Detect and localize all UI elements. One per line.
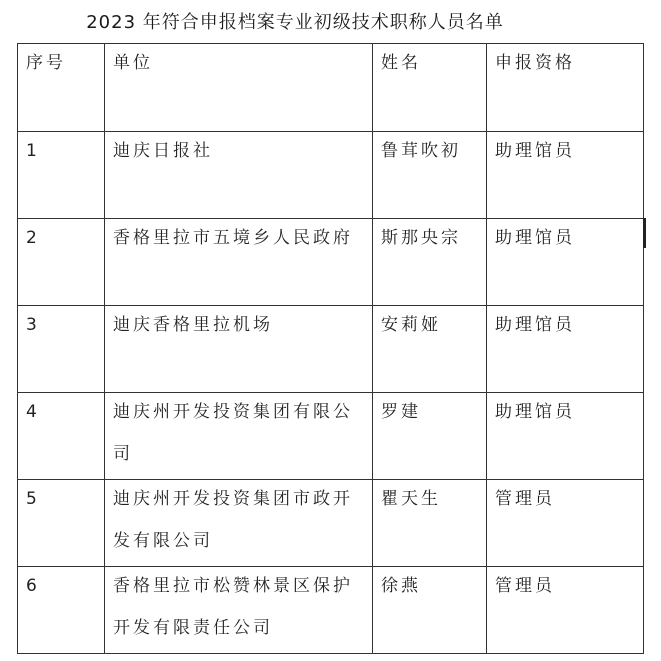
row-name: 安莉娅 <box>373 306 487 393</box>
row-name: 瞿天生 <box>373 480 487 567</box>
header-index: 序号 <box>18 44 105 132</box>
document-title: 2023 年符合申报档案专业初级技术职称人员名单 <box>86 12 504 33</box>
row-unit: 迪庆州开发投资集团有限公司 <box>105 393 373 480</box>
row-unit: 香格里拉市松赞林景区保护开发有限责任公司 <box>105 567 373 654</box>
row-qualification: 助理馆员 <box>487 393 644 480</box>
table-row <box>18 306 644 393</box>
row-index: 6 <box>18 567 105 654</box>
table-row <box>18 219 644 306</box>
row-qualification: 助理馆员 <box>487 219 644 306</box>
row-index: 1 <box>18 132 105 219</box>
header-unit: 单位 <box>105 44 373 132</box>
row-index: 5 <box>18 480 105 567</box>
row-unit: 香格里拉市五境乡人民政府 <box>105 219 373 306</box>
applicant-table <box>17 43 644 654</box>
row-unit: 迪庆香格里拉机场 <box>105 306 373 393</box>
table-edge-mark <box>643 218 646 248</box>
row-index: 4 <box>18 393 105 480</box>
header-name: 姓名 <box>373 44 487 132</box>
table-header-row <box>18 44 644 132</box>
row-unit: 迪庆州开发投资集团市政开发有限公司 <box>105 480 373 567</box>
table-row <box>18 132 644 219</box>
row-qualification: 助理馆员 <box>487 132 644 219</box>
row-unit: 迪庆日报社 <box>105 132 373 219</box>
row-qualification: 管理员 <box>487 480 644 567</box>
table-row <box>18 567 644 654</box>
row-name: 斯那央宗 <box>373 219 487 306</box>
table-row <box>18 393 644 480</box>
row-index: 2 <box>18 219 105 306</box>
row-name: 鲁茸吹初 <box>373 132 487 219</box>
row-name: 徐燕 <box>373 567 487 654</box>
row-qualification: 管理员 <box>487 567 644 654</box>
row-qualification: 助理馆员 <box>487 306 644 393</box>
row-index: 3 <box>18 306 105 393</box>
row-name: 罗建 <box>373 393 487 480</box>
header-qualification: 申报资格 <box>487 44 644 132</box>
table-row <box>18 480 644 567</box>
